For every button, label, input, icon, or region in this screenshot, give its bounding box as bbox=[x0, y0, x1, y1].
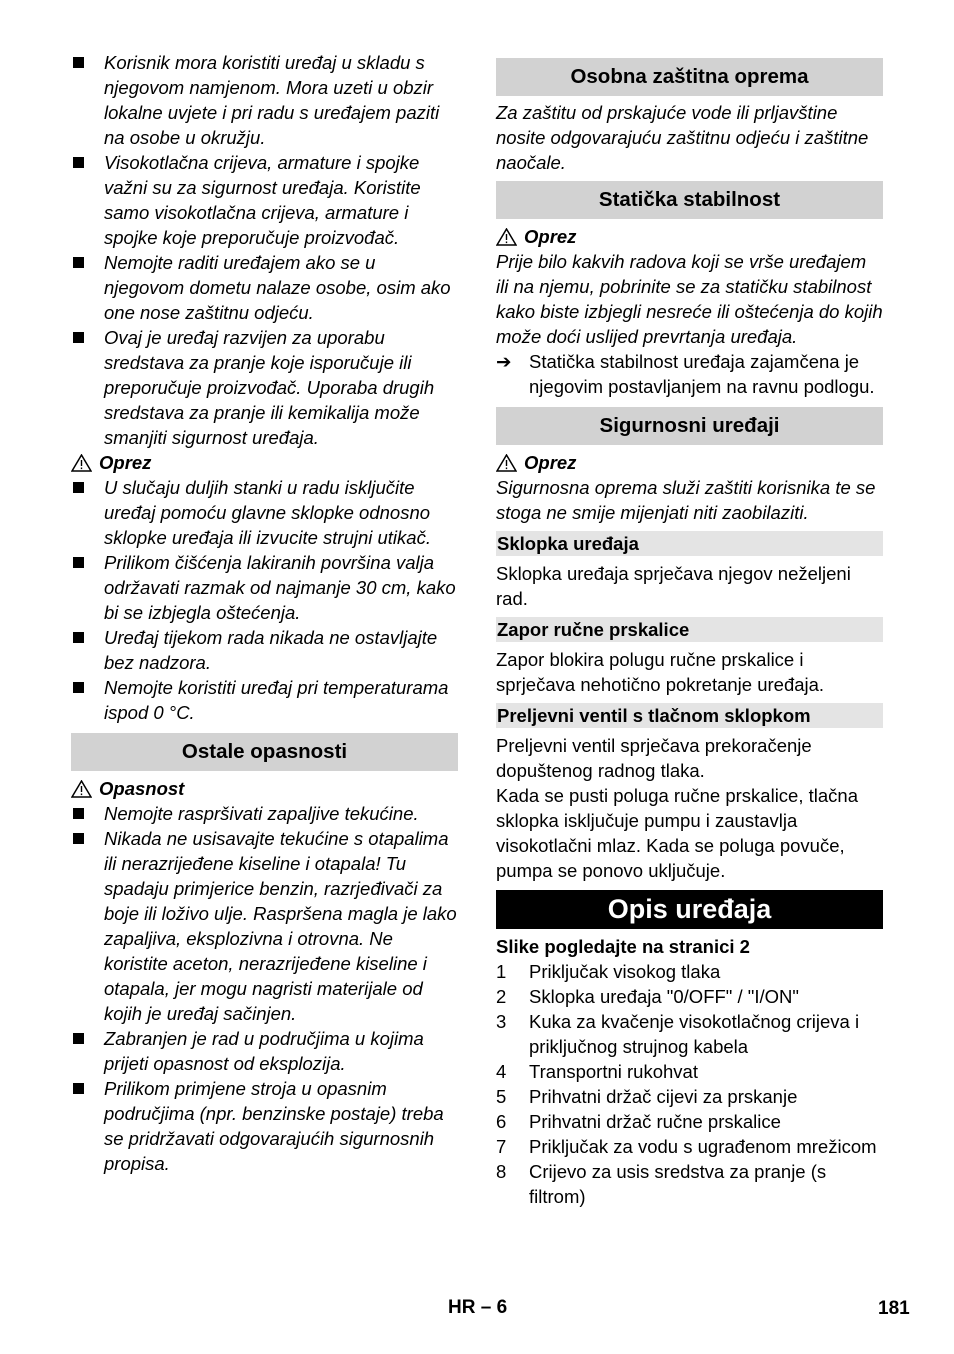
lock-text: Zapor blokira polugu ručne prskalice i sprječava nehotično pokretanje uređaja. bbox=[496, 649, 825, 695]
list-item: 5 Prihvatni držač cijevi za prskanje bbox=[496, 1086, 798, 1107]
safety-caution-heading bbox=[496, 450, 883, 475]
safety-text: Sigurnosna oprema služi zaštiti korisnika te se stoga ne smije mijenjati niti zaobilaziti. bbox=[496, 477, 876, 523]
right-column bbox=[496, 58, 883, 1209]
other-hazards-heading: Ostale opasnosti bbox=[71, 733, 458, 771]
list-item: 3 Kuka za kvačenje visokotlačnog crijeva i priključnog strujnog kabela bbox=[496, 1011, 860, 1057]
danger-label: Opasnost bbox=[99, 778, 185, 799]
caution-heading bbox=[71, 450, 458, 475]
list-item: Visokotlačna crijeva, armature i spojke važni su za sigurnost uređaja. Koristite samo visokotlačna crijeva, armature i spojke koje preporučuje proizvođač. bbox=[71, 150, 458, 250]
caution-label: Oprez bbox=[524, 452, 577, 473]
warning-triangle-icon bbox=[71, 780, 92, 798]
list-item: Korisnik mora koristiti uređaj u skladu s njegovom namjenom. Mora uzeti u obzir lokalne uvjete i pri radu s uređajem paziti na osobe u okružju. bbox=[71, 50, 458, 150]
intro-bullet-list bbox=[71, 50, 458, 450]
page-code: HR – 6 bbox=[448, 1297, 508, 1318]
list-item: Uređaj tijekom rada nikada ne ostavljajte bez nadzora. bbox=[71, 625, 458, 675]
lock-heading: Zapor ručne prskalice bbox=[496, 617, 883, 642]
stability-heading: Statička stabilnost bbox=[496, 181, 883, 219]
list-item: 1 Priključak visokog tlaka bbox=[496, 961, 721, 982]
list-item: U slučaju duljih stanki u radu isključite uređaj pomoću glavne sklopke odnosno sklopke uređaja ili izvucite strujni utikač. bbox=[71, 475, 458, 550]
warning-triangle-icon bbox=[496, 228, 517, 246]
ppe-text: Za zaštitu od prskajuće vode ili prljavštine nosite odgovarajuću zaštitnu odjeću i zaštitne naočale. bbox=[496, 102, 869, 173]
list-item: Prilikom čišćenja lakiranih površina valja održavati razmak od najmanje 30 cm, kako bi se izbjegla oštećenja. bbox=[71, 550, 458, 625]
valve-heading: Preljevni ventil s tlačnom sklopkom bbox=[496, 703, 883, 728]
stability-caution-heading bbox=[496, 224, 883, 249]
warning-triangle-icon bbox=[71, 454, 92, 472]
page-number: 181 bbox=[878, 1298, 910, 1319]
list-item: Ovaj je uređaj razvijen za uporabu sredstava za pranje koje isporučuje ili preporučuje proizvođač. Uporaba drugih sredstava za pranje ili kemikalija može smanjiti sigurnost uređaja. bbox=[71, 325, 458, 450]
caution-bullet-list bbox=[71, 475, 458, 725]
list-item: 2 Sklopka uređaja "0/OFF" / "I/ON" bbox=[496, 986, 799, 1007]
stability-arrow-text: Statička stabilnost uređaja zajamčena je njegovim postavljanjem na ravnu podlogu. bbox=[529, 351, 875, 397]
left-column bbox=[71, 50, 458, 1176]
list-item: 4 Transportni rukohvat bbox=[496, 1061, 698, 1082]
list-item: 6 Prihvatni držač ručne prskalice bbox=[496, 1111, 781, 1132]
arrow-right-icon: ➔ bbox=[496, 351, 512, 372]
ppe-heading: Osobna zaštitna oprema bbox=[496, 58, 883, 96]
device-parts-list bbox=[496, 959, 883, 1209]
caution-label: Oprez bbox=[524, 226, 577, 247]
list-item: Zabranjen je rad u područjima u kojima prijeti opasnost od eksplozija. bbox=[71, 1026, 458, 1076]
list-item: Prilikom primjene stroja u opasnim područjima (npr. benzinske postaje) treba se pridržavati odgovarajućih sigurnosnih propisa. bbox=[71, 1076, 458, 1176]
danger-heading bbox=[71, 776, 458, 801]
valve-text-2: Kada se pusti poluga ručne prskalice, tlačna sklopka isključuje pumpu i zaustavlja visokotlačni mlaz. Kada se poluga povuče, pumpa se ponovo uključuje. bbox=[496, 785, 858, 881]
device-subtitle: Slike pogledajte na stranici 2 bbox=[496, 936, 750, 957]
list-item: 8 Crijevo za usis sredstva za pranje (s filtrom) bbox=[496, 1161, 827, 1207]
danger-bullet-list bbox=[71, 801, 458, 1176]
stability-text: Prije bilo kakvih radova koji se vrše uređajem ili na njemu, pobrinite se za statičku stabilnost kako biste izbjegli nesreće ili oštećenja do kojih može doći uslijed prevrtanja uređaja. bbox=[496, 251, 883, 347]
list-item: Nikada ne usisavajte tekućine s otapalima ili nerazrijeđene kiseline i otapala! Tu spadaju primjerice benzin, razrjeđivači za boje ili loživo ulje. Raspršena magla je lako zapaljiva, eksplozivna i otrovna. Ne koristite aceton, nerazrijeđene kiseline i otapala, jer mogu nagristi materijale od kojih je uređaj sačinjen. bbox=[71, 826, 458, 1026]
list-item: Nemojte raditi uređajem ako se u njegovom dometu nalaze osobe, osim ako one nose zaštitnu odjeću. bbox=[71, 250, 458, 325]
list-item: Nemojte raspršivati zapaljive tekućine. bbox=[71, 801, 458, 826]
list-item: Nemojte koristiti uređaj pri temperaturama ispod 0 °C. bbox=[71, 675, 458, 725]
stability-arrow-item bbox=[496, 349, 883, 399]
switch-text: Sklopka uređaja sprječava njegov neželjeni rad. bbox=[496, 563, 851, 609]
switch-heading: Sklopka uređaja bbox=[496, 531, 883, 556]
valve-text-1: Preljevni ventil sprječava prekoračenje dopuštenog radnog tlaka. bbox=[496, 735, 812, 781]
safety-devices-heading: Sigurnosni uređaji bbox=[496, 407, 883, 445]
device-description-heading: Opis uređaja bbox=[496, 890, 883, 929]
caution-label: Oprez bbox=[99, 452, 152, 473]
warning-triangle-icon bbox=[496, 454, 517, 472]
list-item: 7 Priključak za vodu s ugrađenom mrežicom bbox=[496, 1136, 877, 1157]
